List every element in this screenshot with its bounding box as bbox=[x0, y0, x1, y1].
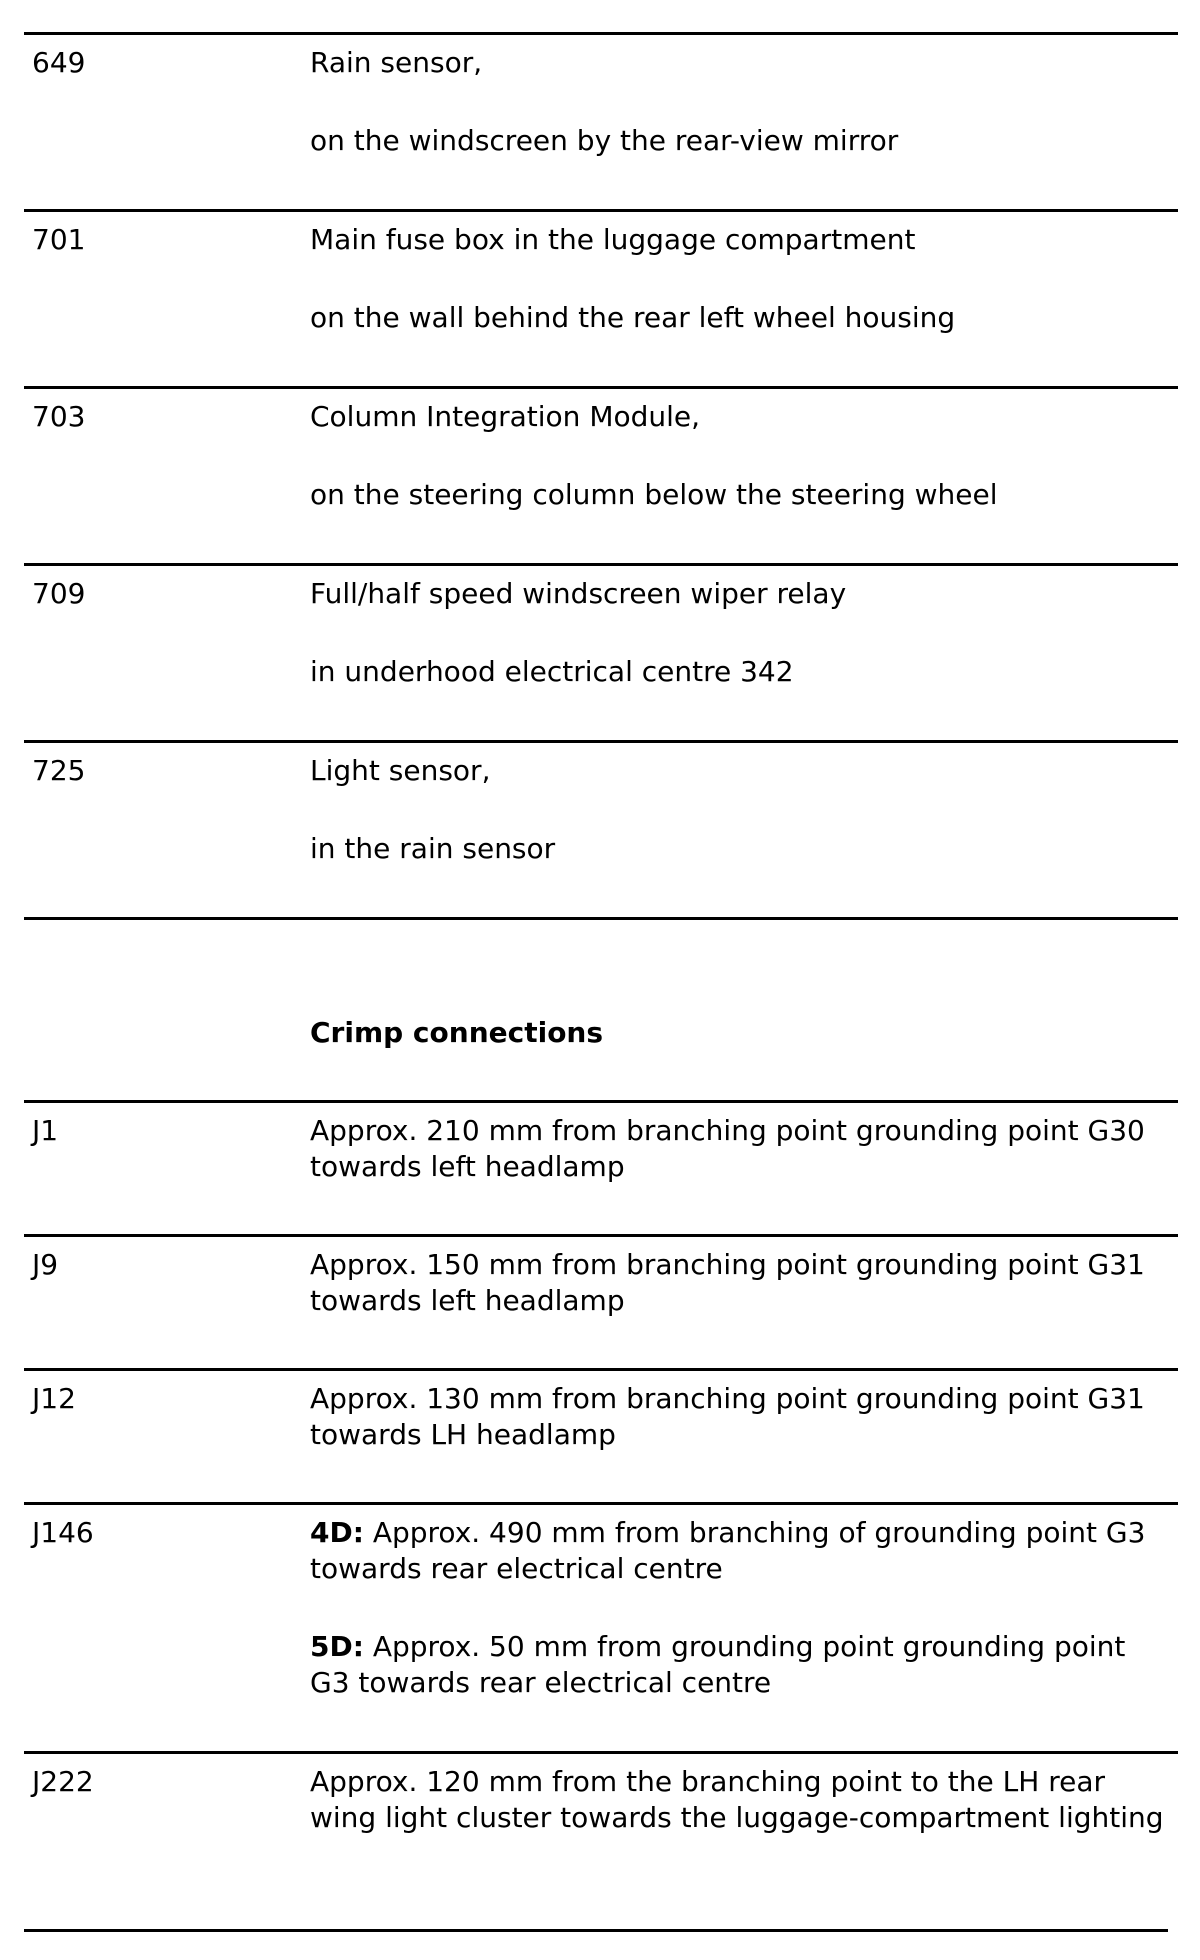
crimp-description bbox=[310, 1764, 1170, 1836]
crimp-code: J9 bbox=[32, 1248, 59, 1281]
component-location: in the rain sensor bbox=[310, 832, 556, 865]
variant-text: Approx. 50 mm from grounding point grounding point G3 towards rear electrical centre bbox=[310, 1630, 1126, 1699]
variant-text: Approx. 490 mm from branching of grounding point G3 towards rear electrical centre bbox=[310, 1516, 1146, 1585]
variant-label: 4D: bbox=[310, 1516, 364, 1549]
row-divider bbox=[24, 1502, 1178, 1505]
component-description bbox=[310, 222, 1170, 336]
component-title: Full/half speed windscreen wiper relay bbox=[310, 577, 847, 610]
section-heading: Crimp connections bbox=[310, 1016, 604, 1049]
row-divider bbox=[24, 1100, 1178, 1103]
component-description bbox=[310, 45, 1170, 159]
component-title: Column Integration Module, bbox=[310, 400, 701, 433]
row-divider bbox=[24, 917, 1178, 920]
crimp-description bbox=[310, 1113, 1170, 1185]
component-code: 701 bbox=[32, 223, 86, 256]
component-title: Main fuse box in the luggage compartment bbox=[310, 223, 916, 256]
component-title: Light sensor, bbox=[310, 754, 491, 787]
component-description bbox=[310, 576, 1170, 690]
component-description bbox=[310, 753, 1170, 867]
component-location: on the wall behind the rear left wheel housing bbox=[310, 301, 956, 334]
row-divider bbox=[24, 32, 1178, 35]
row-divider bbox=[24, 1751, 1178, 1754]
variant-label: 5D: bbox=[310, 1630, 364, 1663]
row-divider bbox=[24, 1368, 1178, 1371]
crimp-text: Approx. 120 mm from the branching point to the LH rear wing light cluster towards the luggage-compartment lighting bbox=[310, 1765, 1164, 1834]
component-location: on the steering column below the steering wheel bbox=[310, 478, 998, 511]
row-divider bbox=[24, 740, 1178, 743]
crimp-text: Approx. 150 mm from branching point grounding point G31 towards left headlamp bbox=[310, 1248, 1145, 1317]
crimp-description bbox=[310, 1247, 1170, 1319]
crimp-description bbox=[310, 1381, 1170, 1453]
row-divider bbox=[24, 1929, 1168, 1932]
component-code: 703 bbox=[32, 400, 86, 433]
crimp-code: J1 bbox=[32, 1114, 59, 1147]
row-divider bbox=[24, 563, 1178, 566]
component-location: in underhood electrical centre 342 bbox=[310, 655, 794, 688]
crimp-text: Approx. 130 mm from branching point grounding point G31 towards LH headlamp bbox=[310, 1382, 1145, 1451]
crimp-description bbox=[310, 1515, 1170, 1701]
component-description bbox=[310, 399, 1170, 513]
component-code: 649 bbox=[32, 46, 86, 79]
crimp-variant bbox=[310, 1629, 1170, 1701]
crimp-code: J146 bbox=[32, 1516, 94, 1549]
crimp-text: Approx. 210 mm from branching point grounding point G30 towards left headlamp bbox=[310, 1114, 1145, 1183]
component-title: Rain sensor, bbox=[310, 46, 483, 79]
crimp-code: J12 bbox=[32, 1382, 76, 1415]
component-code: 725 bbox=[32, 754, 86, 787]
row-divider bbox=[24, 1234, 1178, 1237]
crimp-variant bbox=[310, 1515, 1170, 1587]
component-location: on the windscreen by the rear-view mirror bbox=[310, 124, 899, 157]
row-divider bbox=[24, 209, 1178, 212]
row-divider bbox=[24, 386, 1178, 389]
crimp-code: J222 bbox=[32, 1765, 94, 1798]
component-code: 709 bbox=[32, 577, 86, 610]
